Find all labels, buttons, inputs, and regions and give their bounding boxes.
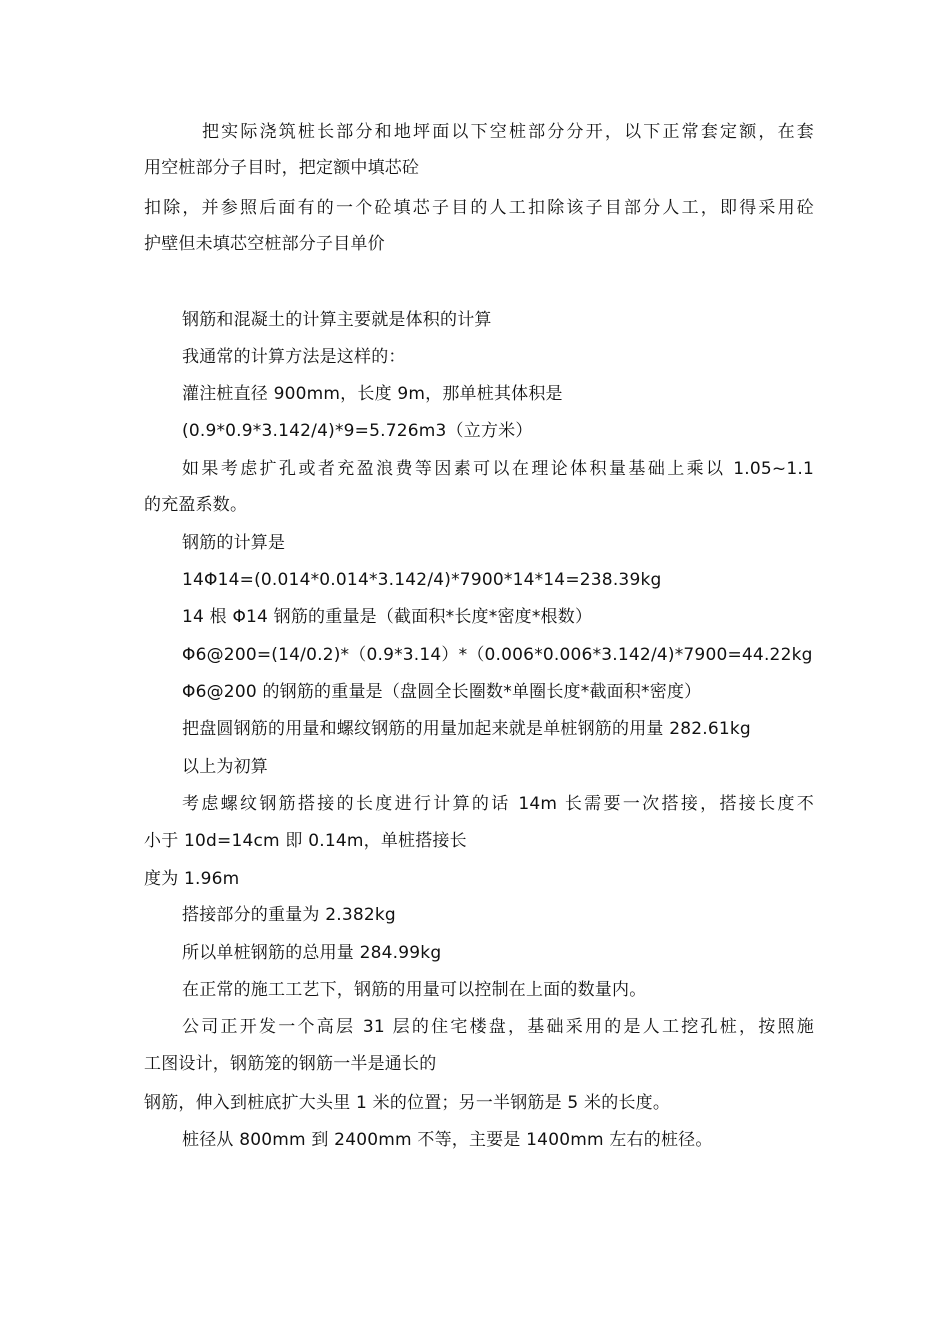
paragraph-line: 灌注桩直径 900mm，长度 9m，那单桩其体积是	[182, 384, 563, 404]
paragraph-line: 扣除，并参照后面有的一个砼填芯子目的人工扣除该子目部分人工，即得采用砼	[144, 198, 814, 218]
paragraph-line: 钢筋和混凝土的计算主要就是体积的计算	[182, 310, 492, 330]
paragraph-line: 所以单桩钢筋的总用量 284.99kg	[182, 943, 442, 963]
paragraph-line: 桩径从 800mm 到 2400mm 不等，主要是 1400mm 左右的桩径。	[182, 1130, 713, 1150]
paragraph-line: 把盘圆钢筋的用量和螺纹钢筋的用量加起来就是单桩钢筋的用量 282.61kg	[182, 719, 751, 739]
paragraph-line: 14 根 Φ14 钢筋的重量是（截面积*长度*密度*根数）	[182, 607, 593, 627]
paragraph-line: 如果考虑扩孔或者充盈浪费等因素可以在理论体积量基础上乘以 1.05~1.1	[182, 459, 814, 479]
paragraph-line: 公司正开发一个高层 31 层的住宅楼盘，基础采用的是人工挖孔桩，按照施	[182, 1017, 814, 1037]
formula-line: Φ6@200=(14/0.2)*（0.9*3.14）*（0.006*0.006*3.142/4)*7900=44.22kg	[182, 645, 813, 665]
paragraph-line: 搭接部分的重量为 2.382kg	[182, 905, 396, 925]
paragraph-line: 以上为初算	[182, 757, 268, 777]
paragraph-line: 我通常的计算方法是这样的：	[182, 347, 406, 367]
formula-line: (0.9*0.9*3.142/4)*9=5.726m3（立方米）	[182, 421, 533, 441]
paragraph-line: 把实际浇筑桩长部分和地坪面以下空桩部分分开，以下正常套定额，在套	[202, 122, 814, 142]
formula-line: 14Φ14=(0.014*0.014*3.142/4)*7900*14*14=238.39kg	[182, 570, 662, 590]
paragraph-line: 的充盈系数。	[144, 495, 248, 515]
paragraph-line: 工图设计，钢筋笼的钢筋一半是通长的	[144, 1054, 437, 1074]
paragraph-line: 考虑螺纹钢筋搭接的长度进行计算的话 14m 长需要一次搭接，搭接长度不	[182, 794, 814, 814]
paragraph-line: 钢筋，伸入到桩底扩大头里 1 米的位置；另一半钢筋是 5 米的长度。	[144, 1093, 671, 1113]
paragraph-line: 在正常的施工工艺下，钢筋的用量可以控制在上面的数量内。	[182, 980, 647, 1000]
paragraph-line: 度为 1.96m	[144, 869, 240, 889]
paragraph-line: 护壁但未填芯空桩部分子目单价	[144, 234, 385, 254]
paragraph-line: 用空桩部分子目时，把定额中填芯砼	[144, 158, 420, 178]
paragraph-line: 钢筋的计算是	[182, 533, 286, 553]
paragraph-line: 小于 10d=14cm 即 0.14m，单桩搭接长	[144, 831, 467, 851]
paragraph-line: Φ6@200 的钢筋的重量是（盘圆全长圈数*单圈长度*截面积*密度）	[182, 682, 702, 702]
